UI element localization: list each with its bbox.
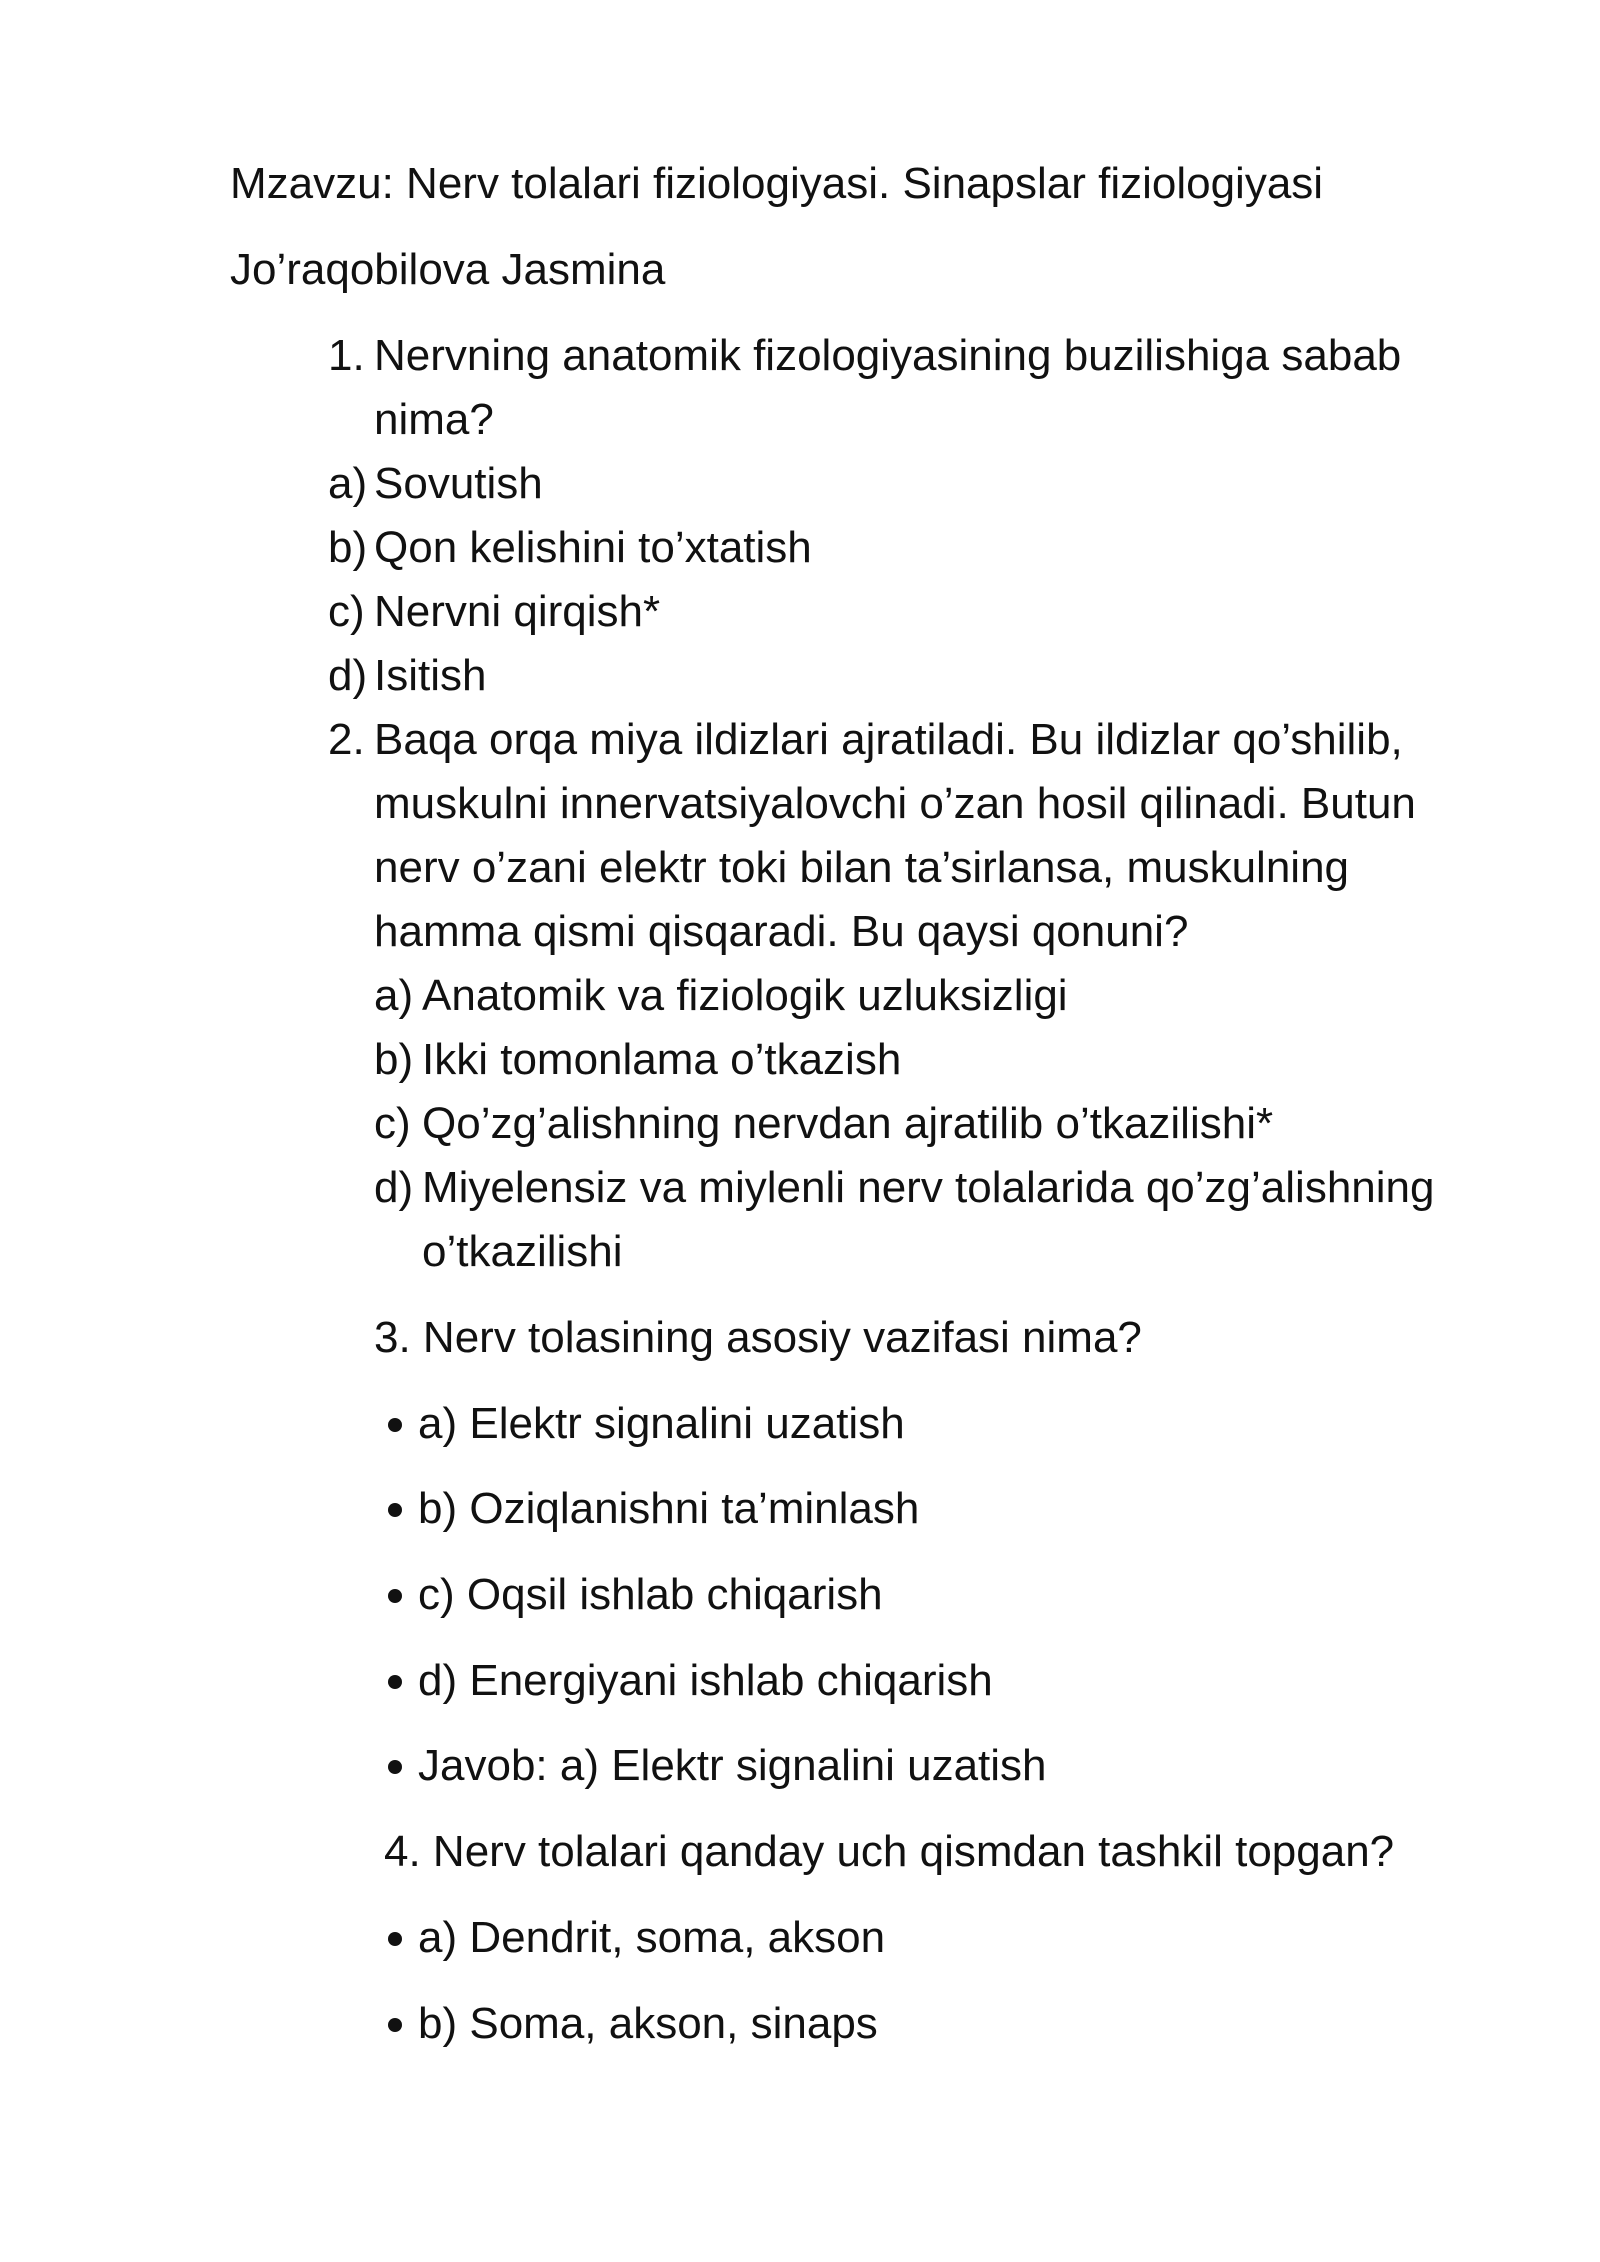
option-marker: a) xyxy=(374,971,414,1020)
bullet-icon xyxy=(388,1932,402,1946)
bullet-icon xyxy=(388,1589,402,1603)
option-marker: d) xyxy=(328,651,368,700)
question-text-line: muskulni innervatsiyalovchi o’zan hosil qilinadi. Butun xyxy=(374,779,1416,828)
option-text: a) Dendrit, soma, akson xyxy=(418,1913,886,1962)
option-marker: c) xyxy=(374,1099,411,1148)
topic-line: Mzavzu: Nerv tolalari fiziologiyasi. Sinapslar fiziologiyasi xyxy=(230,159,1324,208)
question-text-line: nerv o’zani elektr toki bilan ta’sirlansa, muskulning xyxy=(374,843,1350,892)
author-name: Jo’raqobilova Jasmina xyxy=(230,245,666,294)
option-text: Miyelensiz va miylenli nerv tolalarida qo’zg’alishning xyxy=(422,1163,1435,1212)
question-text-line: 4. Nerv tolalari qanday uch qismdan tashkil topgan? xyxy=(384,1827,1395,1876)
question-text-line: Baqa orqa miya ildizlari ajratiladi. Bu ildizlar qo’shilib, xyxy=(374,715,1403,764)
bullet-icon xyxy=(388,1760,402,1774)
question-text-line: hamma qismi qisqaradi. Bu qaysi qonuni? xyxy=(374,907,1189,956)
option-marker: d) xyxy=(374,1163,414,1212)
bullet-icon xyxy=(388,2018,402,2032)
option-marker: b) xyxy=(374,1035,414,1084)
bullet-icon xyxy=(388,1503,402,1517)
option-text: b) Soma, akson, sinaps xyxy=(418,1999,878,2048)
option-text: c) Oqsil ishlab chiqarish xyxy=(418,1570,883,1619)
question-text-line: nima? xyxy=(374,395,494,444)
option-text: Qo’zg’alishning nervdan ajratilib o’tkazilishi* xyxy=(422,1099,1274,1148)
bullet-icon xyxy=(388,1675,402,1689)
bullet-icon xyxy=(388,1418,402,1432)
option-text-continuation: o’tkazilishi xyxy=(422,1227,623,1276)
answer-text: Javob: a) Elektr signalini uzatish xyxy=(418,1741,1047,1790)
option-text: a) Elektr signalini uzatish xyxy=(418,1399,905,1448)
option-text: Isitish xyxy=(374,651,487,700)
option-text: b) Oziqlanishni ta’minlash xyxy=(418,1484,920,1533)
option-text: d) Energiyani ishlab chiqarish xyxy=(418,1656,993,1705)
option-text: Ikki tomonlama o’tkazish xyxy=(422,1035,902,1084)
question-text-line: Nervning anatomik fizologiyasining buzilishiga sabab xyxy=(374,331,1402,380)
option-marker: c) xyxy=(328,587,365,636)
option-text: Sovutish xyxy=(374,459,543,508)
question-number: 2. xyxy=(328,715,365,764)
option-marker: a) xyxy=(328,459,368,508)
question-text-line: 3. Nerv tolasining asosiy vazifasi nima? xyxy=(374,1313,1142,1362)
question-number: 1. xyxy=(328,331,365,380)
option-text: Anatomik va fiziologik uzluksizligi xyxy=(422,971,1068,1020)
option-text: Nervni qirqish* xyxy=(374,587,661,636)
option-marker: b) xyxy=(328,523,368,572)
option-text: Qon kelishini to’xtatish xyxy=(374,523,812,572)
